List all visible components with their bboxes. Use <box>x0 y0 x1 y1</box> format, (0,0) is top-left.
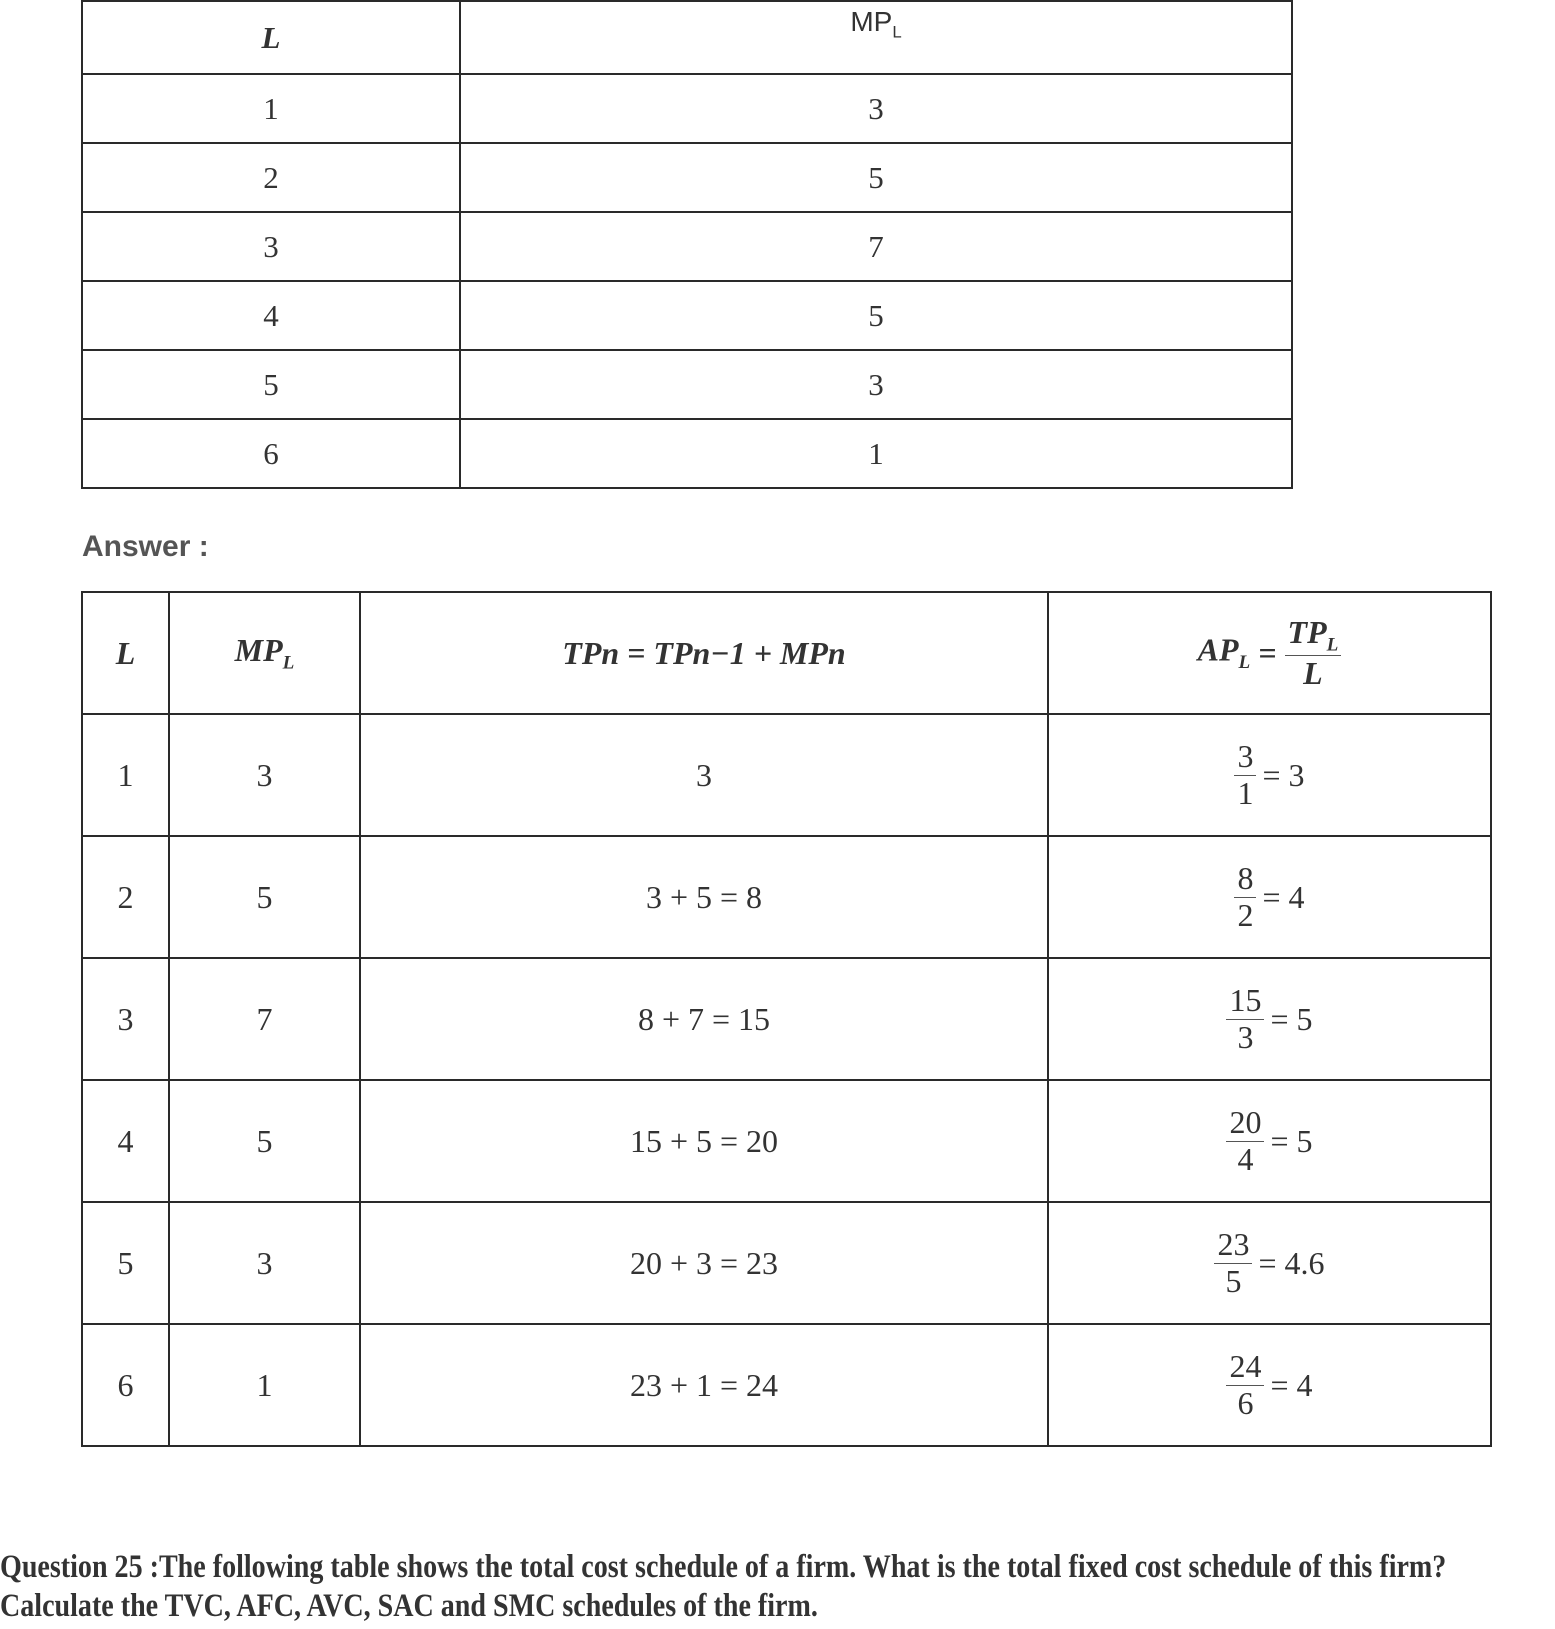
ap-fraction <box>1285 615 1342 692</box>
cell-ap <box>1048 714 1491 836</box>
cell-mpl: 5 <box>460 281 1292 350</box>
ap-fraction <box>1214 1227 1252 1298</box>
ap-denominator: 2 <box>1237 896 1254 933</box>
ap-denominator: 6 <box>1237 1384 1254 1421</box>
ap-denominator: 5 <box>1225 1262 1242 1299</box>
header-mpl <box>169 592 360 714</box>
ap-denominator: 1 <box>1237 774 1254 811</box>
ap-numerator: 8 <box>1234 861 1256 897</box>
table-row <box>82 1202 1491 1324</box>
cell-l: 5 <box>82 1202 169 1324</box>
ap-numerator: 15 <box>1226 983 1264 1019</box>
ap-fraction <box>1234 861 1256 932</box>
cell-l: 1 <box>82 714 169 836</box>
cell-l: 6 <box>82 419 460 488</box>
cell-tp: 20 + 3 = 23 <box>360 1202 1048 1324</box>
cell-mpl: 5 <box>169 836 360 958</box>
ap-fraction <box>1226 1349 1264 1420</box>
cell-mpl: 5 <box>460 143 1292 212</box>
header-mpl <box>460 1 1292 74</box>
cell-tp: 8 + 7 = 15 <box>360 958 1048 1080</box>
ap-label: AP <box>1197 631 1239 668</box>
table-row <box>82 143 1292 212</box>
cell-mpl: 3 <box>460 350 1292 419</box>
cell-ap <box>1048 958 1491 1080</box>
header-mp-text: MP <box>850 6 893 37</box>
cell-l: 4 <box>82 1080 169 1202</box>
table-header-row <box>82 592 1491 714</box>
table-row <box>82 419 1292 488</box>
ap-denominator: 4 <box>1237 1140 1254 1177</box>
cell-l: 2 <box>82 143 460 212</box>
cell-l: 2 <box>82 836 169 958</box>
cell-mpl: 1 <box>169 1324 360 1446</box>
cell-l: 1 <box>82 74 460 143</box>
table-row <box>82 714 1491 836</box>
header-mp-text: MP <box>234 631 283 668</box>
ap-value: = 4 <box>1262 878 1305 915</box>
ap-sub: L <box>1238 651 1251 673</box>
header-ap-formula: $AP_L$ = $\frac{TP_L}{L}$ <box>1048 592 1491 714</box>
table-row <box>82 281 1292 350</box>
ap-denominator: L <box>1303 655 1323 692</box>
cell-tp: 3 + 5 = 8 <box>360 836 1048 958</box>
table-row <box>82 212 1292 281</box>
ap-fraction <box>1226 1105 1264 1176</box>
ap-value: = 4 <box>1270 1366 1313 1403</box>
cell-mpl: 3 <box>169 1202 360 1324</box>
table-row <box>82 1324 1491 1446</box>
ap-numerator: TP <box>1287 613 1327 650</box>
header-l: L <box>82 592 169 714</box>
cell-ap <box>1048 1080 1491 1202</box>
ap-fraction <box>1234 739 1256 810</box>
header-l: L <box>82 1 460 74</box>
answer-table <box>81 591 1492 1447</box>
mpl-table <box>81 0 1293 489</box>
cell-tp: 15 + 5 = 20 <box>360 1080 1048 1202</box>
cell-ap <box>1048 836 1491 958</box>
ap-value: = 3 <box>1262 756 1305 793</box>
header-tp-formula: TPn = TPn−1 + MPn <box>360 592 1048 714</box>
ap-value: = 4.6 <box>1258 1244 1325 1281</box>
question-text: Question 25 :The following table shows the total cost schedule of a firm. What is the total fixed cost schedule of this firm?Calculate the TVC, AFC, AVC, SAC and SMC schedules of the firm. <box>0 1549 1447 1624</box>
cell-ap <box>1048 1202 1491 1324</box>
cell-l: 6 <box>82 1324 169 1446</box>
table-row <box>82 350 1292 419</box>
cell-mpl: 7 <box>169 958 360 1080</box>
cell-tp: 3 <box>360 714 1048 836</box>
table-row <box>82 1080 1491 1202</box>
ap-value: = 5 <box>1270 1000 1313 1037</box>
cell-l: 5 <box>82 350 460 419</box>
table-row <box>82 74 1292 143</box>
cell-mpl: 7 <box>460 212 1292 281</box>
cell-l: 4 <box>82 281 460 350</box>
ap-fraction <box>1226 983 1264 1054</box>
answer-label: Answer : <box>82 530 209 563</box>
ap-numerator: 23 <box>1214 1227 1252 1263</box>
ap-numerator: 24 <box>1226 1349 1264 1385</box>
cell-mpl: 3 <box>460 74 1292 143</box>
cell-l: 3 <box>82 958 169 1080</box>
cell-mpl: 3 <box>169 714 360 836</box>
header-mp-sub: L <box>282 652 295 674</box>
table-row <box>82 958 1491 1080</box>
table-row <box>82 836 1491 958</box>
ap-numerator: 3 <box>1234 739 1256 775</box>
table-header-row <box>82 1 1292 74</box>
header-mp-sub: L <box>892 22 902 42</box>
cell-tp: 23 + 1 = 24 <box>360 1324 1048 1446</box>
ap-denominator: 3 <box>1237 1018 1254 1055</box>
cell-l: 3 <box>82 212 460 281</box>
cell-mpl: 1 <box>460 419 1292 488</box>
cell-ap <box>1048 1324 1491 1446</box>
ap-numerator: 20 <box>1226 1105 1264 1141</box>
ap-numerator-sub: L <box>1326 634 1339 656</box>
cell-mpl: 5 <box>169 1080 360 1202</box>
ap-value: = 5 <box>1270 1122 1313 1159</box>
